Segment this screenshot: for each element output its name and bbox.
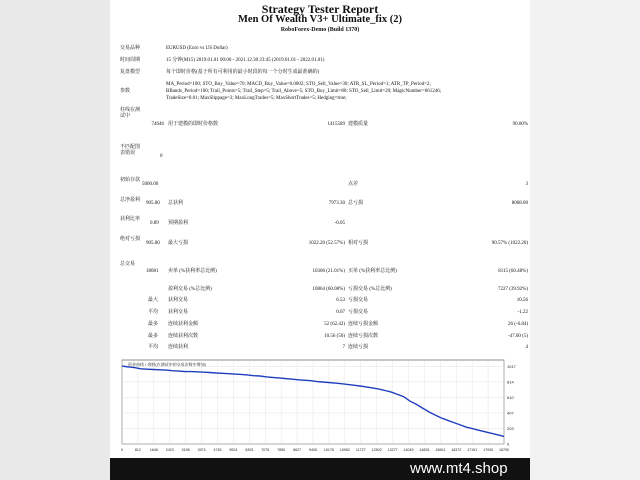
model-value: 每个即时价格(基于所有可利用的最小时段的每一个分时生成最准确的) (166, 70, 320, 75)
max-consecutive-profit-value: 10.56 (50) (324, 334, 345, 339)
balance-chart (118, 356, 528, 456)
x-tick-label: 5524 (229, 448, 238, 452)
average-label: 平均 (148, 310, 159, 315)
profit-factor-value: 0.89 (150, 221, 159, 226)
gross-loss-value: 8068.00 (511, 201, 528, 206)
avg-loss-label: 亏损交易 (348, 310, 369, 315)
y-tick-label: 407 (507, 410, 514, 416)
max-consecutive-profit-label: 连续获利次数 (168, 334, 199, 339)
max-consecutive-loss-label: 连续亏损次数 (348, 334, 379, 339)
net-profit-label: 总净盈利 (120, 198, 141, 203)
total-trades-value: 18081 (146, 269, 159, 274)
symbol-value: EURUSD (Euro vs US Dollar) (166, 46, 228, 51)
abs-drawdown-value: 905.00 (146, 241, 160, 246)
max-consecutive-label: 最多 (148, 322, 159, 327)
y-tick-label: 610 (507, 394, 514, 400)
avg-consecutive-label: 平均 (148, 345, 159, 350)
right-margin (530, 0, 640, 480)
max-drawdown-value: 1022.20 (52.57%) (308, 241, 345, 246)
watermark-text: www.mt4.shop (410, 460, 508, 477)
deposit-label: 初始存款 (120, 178, 141, 183)
x-tick-label: 12502 (371, 448, 382, 452)
x-tick-label: 18700 (499, 448, 509, 452)
x-tick-label: 13277 (387, 448, 398, 452)
gross-loss-label: 总亏损 (348, 201, 364, 206)
report-page (110, 0, 530, 458)
x-tick-label: 8627 (293, 448, 302, 452)
profit-trades-label: 盈利交易 (%总比例) (168, 287, 212, 292)
total-trades-label: 总交易 (120, 262, 136, 267)
short-positions-label: 卖单 (%获利率总比例) (168, 269, 217, 274)
x-tick-label: 10952 (339, 448, 350, 452)
x-tick-label: 17151 (467, 448, 478, 452)
x-tick-label: 4745 (213, 448, 222, 452)
y-tick-label: 814 (507, 379, 514, 385)
period-label: 时间周期 (120, 58, 141, 63)
x-tick-label: 14049 (403, 448, 414, 452)
largest-profit-value: 6.53 (336, 298, 345, 303)
avg-loss-value: -1.22 (517, 310, 528, 315)
net-profit-value: 905.00 (146, 201, 160, 206)
x-tick-label: 2423 (165, 448, 174, 452)
x-tick-label: 0 (121, 448, 123, 452)
x-tick-label: 10176 (323, 448, 334, 452)
x-tick-label: 812 (134, 448, 141, 452)
avg-consecutive-losses-value: 4 (525, 345, 528, 350)
avg-profit-value: 0.07 (336, 310, 345, 315)
max-consecutive-wins-label: 连续获利金额 (168, 322, 199, 327)
parameters-line-3: TradeSize=0.01; MaxSlippage=3; MaxLongTrades=5; MaxShortTrades=5; Hedging=true; (166, 96, 347, 101)
avg-consecutive-losses-label: 连续亏损 (348, 345, 369, 350)
profit-factor-label: 获利比率 (120, 217, 141, 222)
watermark-bar (110, 458, 530, 480)
x-tick-label: 17930 (483, 448, 494, 452)
spread-value: 3 (525, 182, 528, 187)
x-tick-label: 9405 (309, 448, 317, 452)
parameters-label: 参数 (120, 89, 131, 94)
rel-drawdown-value: 90.57% (1022.20) (491, 241, 528, 246)
max-consecutive-losses-value: 26 (-6.84) (508, 322, 528, 327)
x-tick-label: 11727 (355, 448, 366, 452)
avg-profit-label: 获利交易 (168, 310, 189, 315)
y-tick-label: 0 (507, 441, 510, 447)
gross-profit-label: 总获利 (168, 201, 184, 206)
y-tick-label: 1017 (507, 363, 516, 369)
x-tick-label: 6303 (245, 448, 254, 452)
profit-trades-value: 10864 (60.08%) (312, 287, 345, 292)
x-tick-label: 16372 (451, 448, 462, 452)
avg-consecutive-wins-value: 7 (342, 345, 345, 350)
spread-label: 点差 (348, 182, 359, 187)
largest-loss-label: 亏损交易 (348, 298, 369, 303)
y-tick-label: 203 (507, 425, 514, 431)
avg-consecutive-wins-label: 连续获利 (168, 345, 189, 350)
largest-loss-value: 10.56 (516, 298, 528, 303)
x-tick-label: 1646 (149, 448, 158, 452)
largest-label: 最大 (148, 298, 159, 303)
model-label: 复盘模型 (120, 70, 141, 75)
expected-payoff-value: -0.05 (334, 221, 345, 226)
x-tick-label: 7850 (277, 448, 286, 452)
expected-payoff-label: 预期盈利 (168, 221, 189, 226)
short-positions-value: 10306 (21.01%) (312, 269, 345, 274)
x-tick-label: 3198 (181, 448, 190, 452)
gross-profit-value: 7973.30 (328, 201, 345, 206)
quality-value: 90.00% (512, 122, 528, 127)
parameters-line-2: BBands_Period=100; Trail_Points=5; Trail_Step=5; Trail_Above=5; STO_Buy_Limit=80; STO_Sell_Limit=20; MagicNumber=661246; (166, 89, 442, 94)
max-consecutive-losses-label: 连续亏损金额 (348, 322, 379, 327)
parameters-line-1: MA_Period=100; STO_Buy_Value=70; MACD_Buy_Value=0.0002; STO_Sell_Value=30; ATR_SL_Period=1; ATR_TP_Period=2; (166, 82, 431, 87)
max-drawdown-label: 最大亏损 (168, 241, 189, 246)
max-consecutive-loss-value: -47.00 (5) (508, 334, 528, 339)
deposit-value: 5000.00 (142, 182, 159, 187)
abs-drawdown-label: 绝对亏损 (120, 237, 141, 242)
chart-title: 资金曲线 / 余额(在测试中的交易次数中增加) (128, 362, 206, 367)
long-positions-label: 买单 (%获利率总比例) (348, 269, 397, 274)
long-positions-value: 8115 (60.48%) (498, 269, 528, 274)
mismatch-label: 不匹配图表错误 (120, 145, 141, 156)
largest-profit-label: 获利交易 (168, 298, 189, 303)
quality-label: 建模质量 (348, 122, 369, 127)
x-tick-label: 3974 (197, 448, 206, 452)
bars-value: 74646 (151, 122, 164, 127)
loss-trades-value: 7227 (39.92%) (498, 287, 528, 292)
x-tick-label: 15601 (435, 448, 446, 452)
x-tick-label: 7075 (261, 448, 270, 452)
ticks-value: 1415589 (327, 122, 345, 127)
expert-name: Men Of Wealth V3+ Ultimate_fix (2) (238, 14, 402, 25)
page-title: Strategy Tester Report (261, 2, 379, 16)
rel-drawdown-label: 相对亏损 (348, 241, 369, 246)
loss-trades-label: 亏损交易 (%总比例) (348, 287, 392, 292)
ticks-label: 用于建模的即时价格数 (168, 122, 219, 127)
max-consecutive-wins-value: 52 (62.42) (324, 322, 345, 327)
symbol-label: 交易品种 (120, 46, 141, 51)
period-value: 15 分钟(M15) 2019.01.01 00:00 - 2021.12.30 23:45 (2019.01.01 - 2022.01.01) (166, 58, 325, 63)
bars-label: 柱线在测试中 (120, 108, 141, 119)
mismatch-value: 0 (160, 154, 163, 159)
maximal-label: 最多 (148, 334, 159, 339)
build-info: RoboForex-Demo (Build 1370) (280, 27, 360, 33)
x-tick-label: 14826 (419, 448, 430, 452)
